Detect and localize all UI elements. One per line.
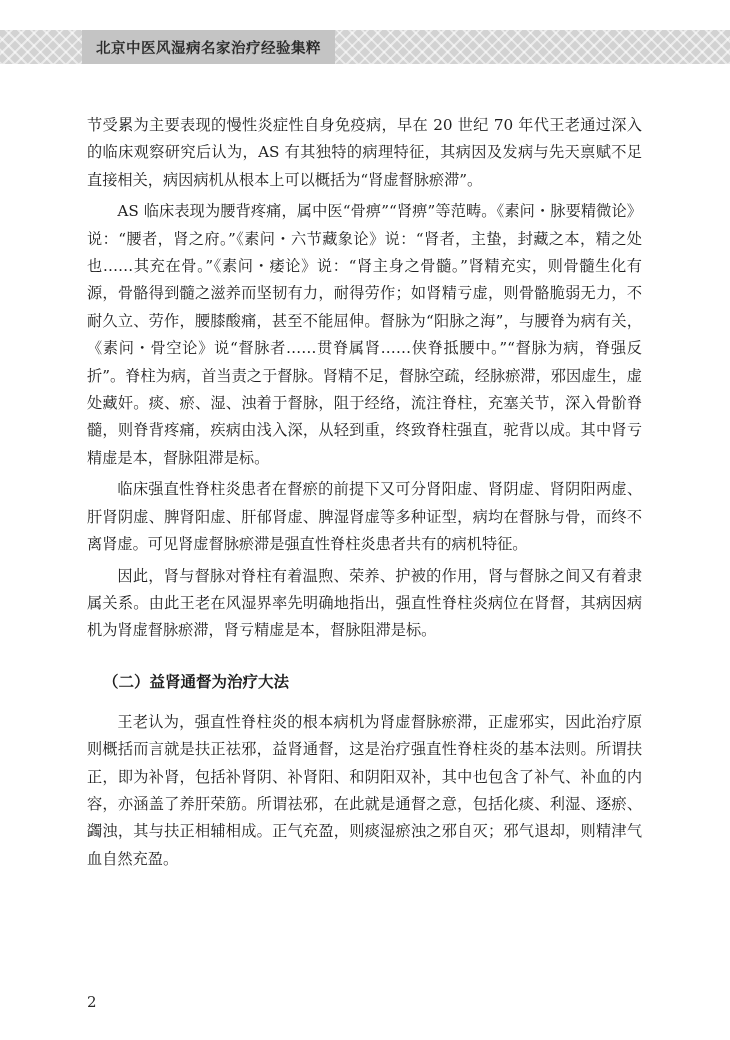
paragraph-continuation: 节受累为主要表现的慢性炎症性自身免疫病，早在 20 世纪 70 年代王老通过深入的临床观察研究后认为，AS 有其独特的病理特征，其病因及发病与先天禀赋不足直接相关，病因病机从根本上可以概括为“肾虚督脉瘀滞”。 bbox=[87, 116, 642, 189]
paragraph-as-clinical: AS 临床表现为腰背疼痛，属中医“骨痹”“肾痹”等范畴。《素问・脉要精微论》说：“腰者，肾之府。”《素问・六节藏象论》说：“肾者，主蛰，封藏之本，精之处也……其充在骨。”《素问・痿论》说：“肾主身之骨髓。”肾精充实，则骨髓生化有源，骨骼得到髓之滋养而坚韧有力，耐得劳作；如肾精亏虚，则骨骼脆弱无力，不耐久立、劳作，腰膝酸痛，甚至不能屈伸。督脉为“阳脉之海”，与腰脊为病有关，《素问・骨空论》说“督脉者……贯脊属肾……侠脊抵腰中。”“督脉为病，脊强反折”。脊柱为病，首当责之于督脉。肾精不足，督脉空疏，经脉瘀滞，邪因虚生，虚处藏奸。痰、瘀、湿、浊着于督脉，阻于经络，流注脊柱，充塞关节，深入骨骱脊髓，则脊背疼痛，疾病由浅入深，从轻到重，终致脊柱强直，驼背以成。其中肾亏精虚是本，督脉阻滞是标。 bbox=[87, 202, 642, 467]
running-header-band bbox=[0, 30, 730, 64]
page-body bbox=[87, 112, 642, 877]
section-heading: （二）益肾通督为治疗大法 bbox=[103, 672, 290, 691]
page-number: 2 bbox=[87, 993, 97, 1011]
running-header-title: 北京中医风湿病名家治疗经验集粹 bbox=[96, 40, 321, 57]
paragraph-syndrome-types: 临床强直性脊柱炎患者在督瘀的前提下又可分肾阳虚、肾阴虚、肾阴阳两虚、肝肾阴虚、脾肾阳虚、肝郁肾虚、脾湿肾虚等多种证型，病均在督脉与骨，而终不离肾虚。可见肾虚督脉瘀滞是强直性脊柱炎患者共有的病机特征。 bbox=[87, 480, 642, 554]
running-header-plate bbox=[82, 30, 335, 64]
paragraph-conclusion: 因此，肾与督脉对脊柱有着温煦、荣养、护被的作用，肾与督脉之间又有着隶属关系。由此王老在风湿界率先明确地指出，强直性脊柱炎病位在肾督，其病因病机为肾虚督脉瘀滞，肾亏精虚是本，督脉阻滞是标。 bbox=[87, 566, 642, 640]
paragraph-treatment-principle: 王老认为，强直性脊柱炎的根本病机为肾虚督脉瘀滞，正虚邪实，因此治疗原则概括而言就是扶正祛邪，益肾通督，这是治疗强直性脊柱炎的基本法则。所谓扶正，即为补肾，包括补肾阴、补肾阳、和阴阳双补，其中也包含了补气、补血的内容，亦涵盖了养肝荣筋。所谓祛邪，在此就是通督之意，包括化痰、利湿、逐瘀、蠲浊，其与扶正相辅相成。正气充盈，则痰湿瘀浊之邪自灭；邪气退却，则精津气血自然充盈。 bbox=[87, 712, 642, 868]
